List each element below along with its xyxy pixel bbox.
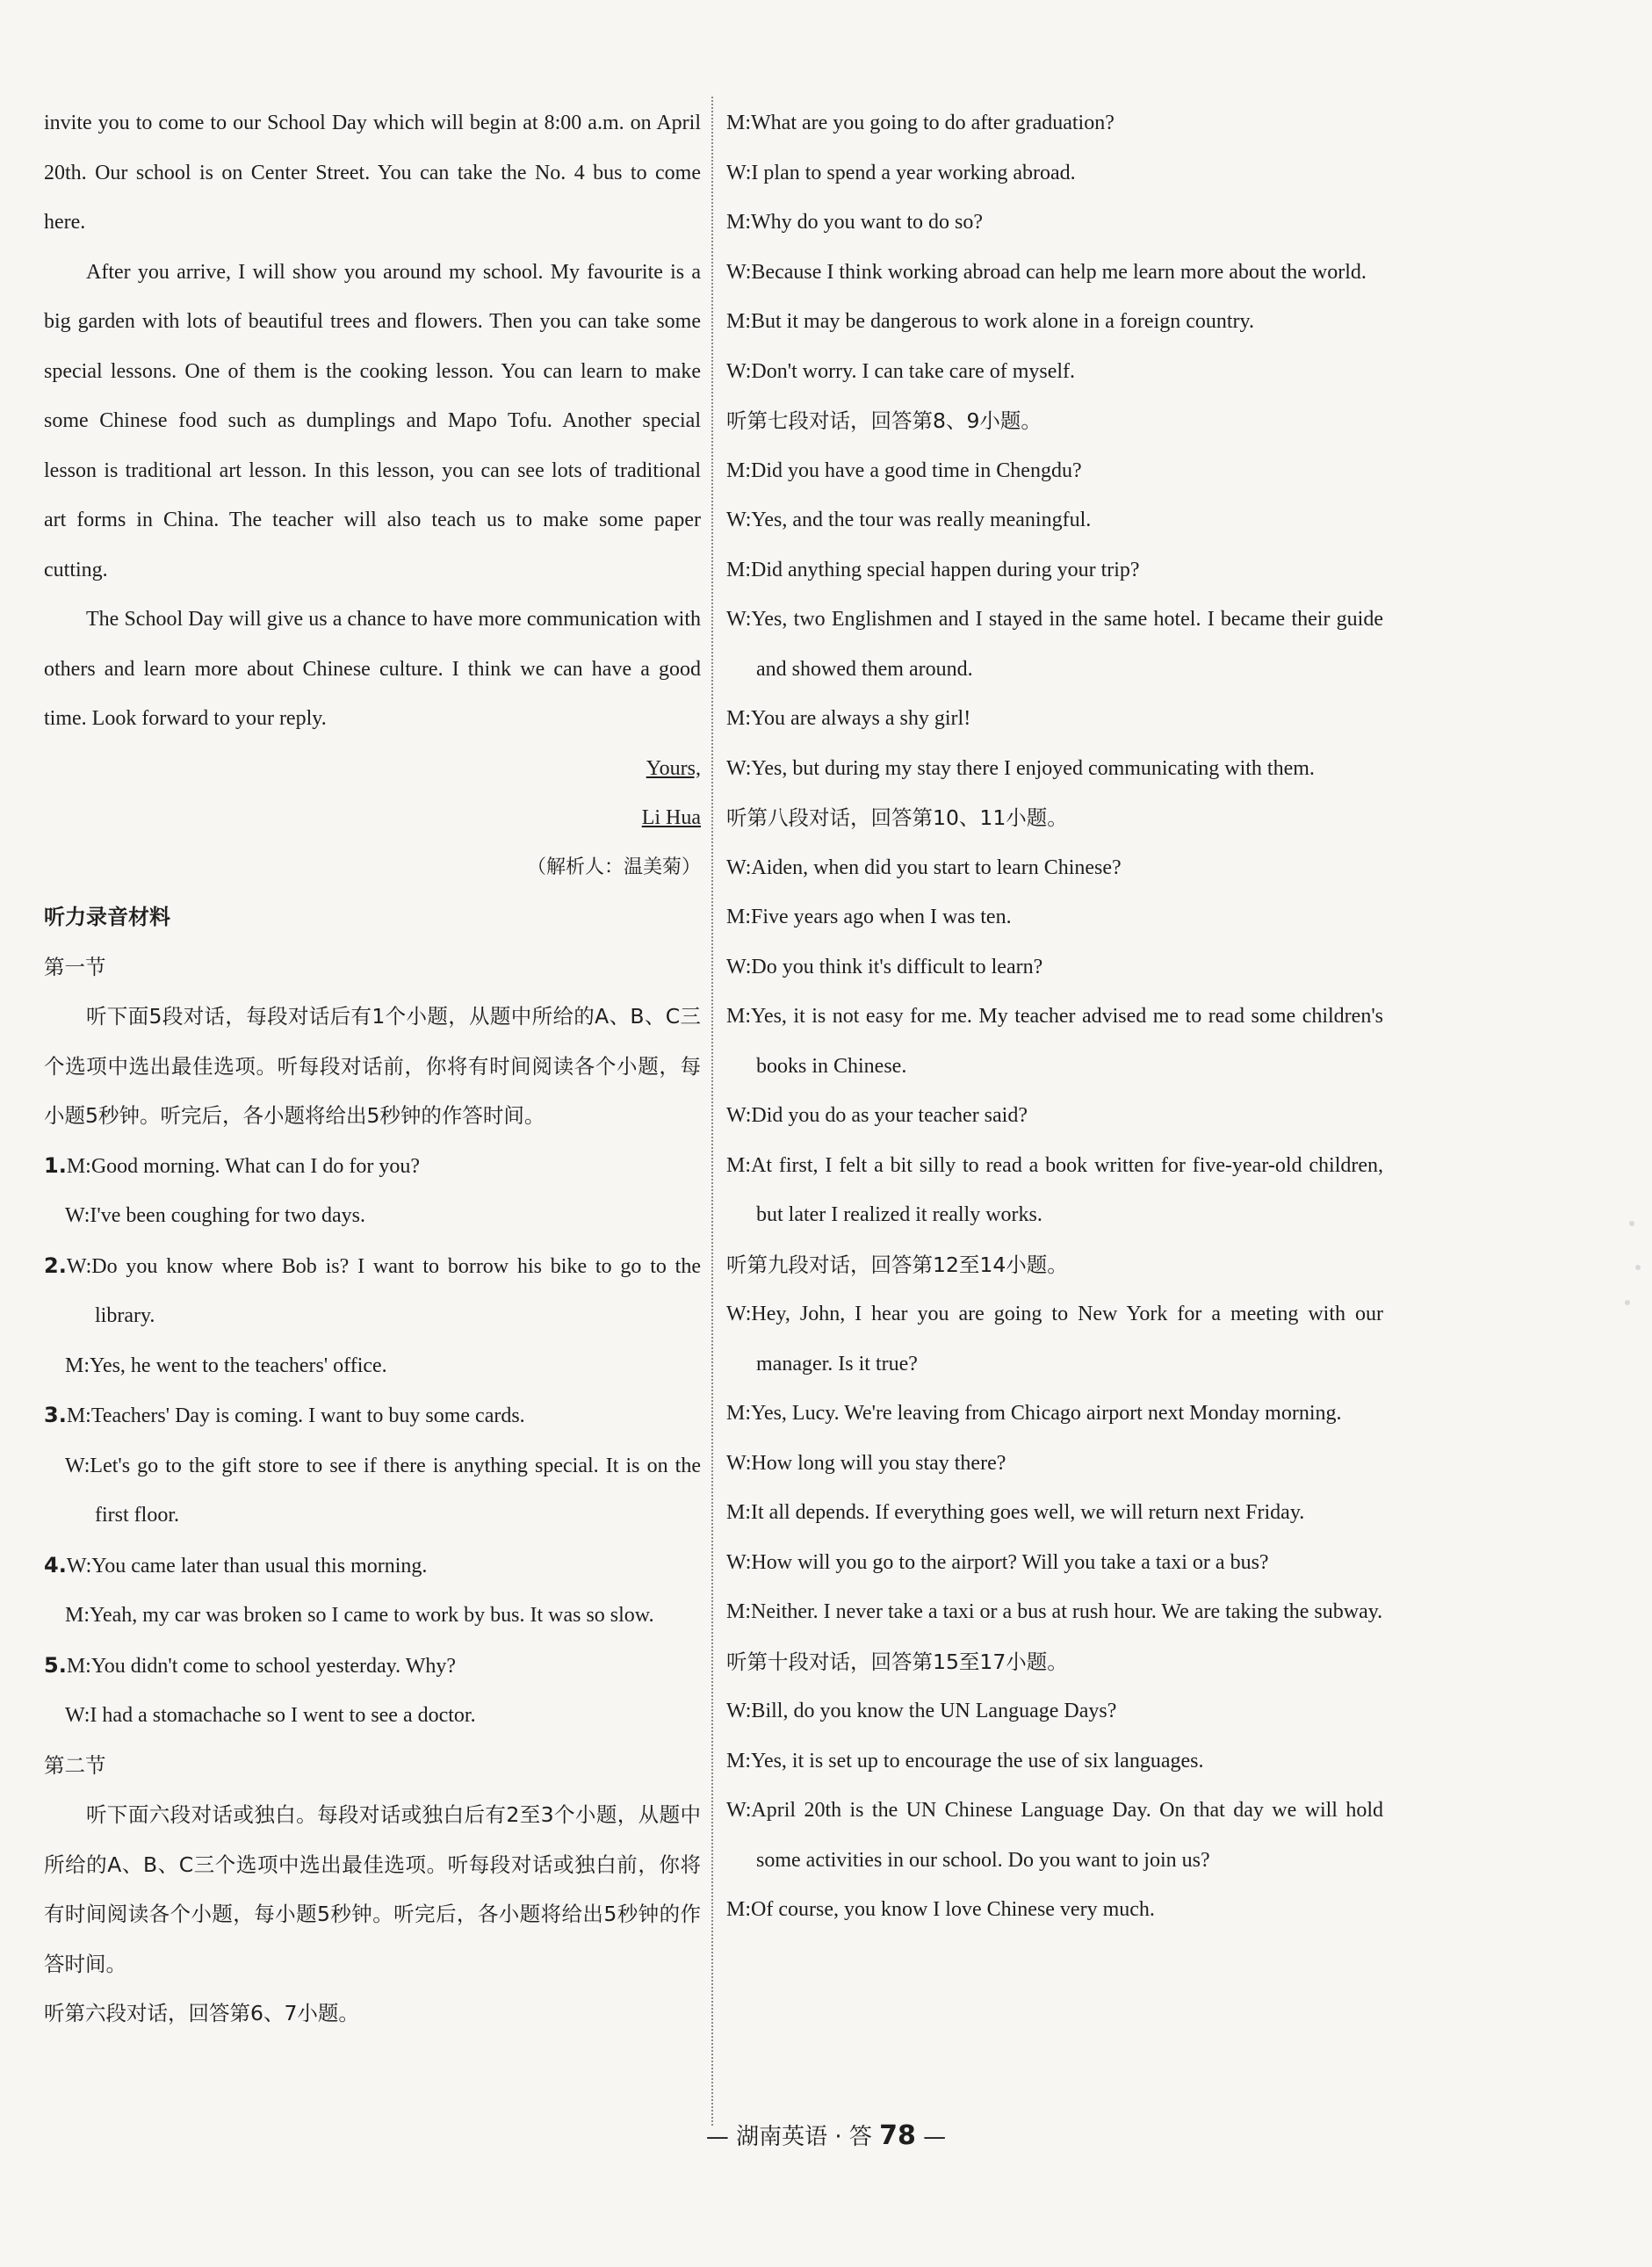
letter-closing: Yours, [646,756,701,780]
dialogue-line: M:Of course, you know I love Chinese very much. [726,1898,1155,1921]
letter-paragraph-1: invite you to come to our School Day which will begin at 8:00 a.m. on April 20th. Our school is on Center Street. You can take the No. 4 bus to come here. [44,112,701,234]
dialogue-line: W:Yes, and the tour was really meaningful. [726,509,1092,531]
letter-paragraph-2: After you arrive, I will show you around my school. My favourite is a big garden with lots of beautiful trees and flowers. Then you can take some special lessons. One of them is the cooking lesson. You can learn to make some Chinese food such as dumplings and Mapo Tofu. Another special lesson is traditional art lesson. In this lesson, you can see lots of traditional art forms in China. The teacher will also teach us to make some paper cutting. [44,260,701,581]
section1-items [44,1141,701,1741]
dialogue-line: W:Yes, two Englishmen and I stayed in the same hotel. I became their guide and showed them around. [726,608,1383,681]
dialogue-line: W:April 20th is the UN Chinese Language Day. On that day we will hold some activities in our school. Do you want to join us? [726,1799,1383,1872]
dialogue-text: W:You came later than usual this morning. [66,1554,428,1578]
analyst-note: （解析人：温美菊） [526,856,701,878]
dialogue-text: W:I had a stomachache so I went to see a doctor. [65,1704,476,1727]
left-column [44,98,701,2039]
page-number: 78 [879,2120,916,2151]
dialogue-text: M:Yeah, my car was broken so I came to work by bus. It was so slow. [65,1604,654,1627]
dialogue-line: M:Did anything special happen during your trip? [726,558,1140,581]
dialogue-text: M:You didn't come to school yesterday. Why? [66,1654,456,1678]
question-number: 5. [44,1652,67,1678]
dialogue-line: W:I plan to spend a year working abroad. [726,161,1076,184]
dialogue-line: W:Hey, John, I hear you are going to New York for a meeting with our manager. Is it true? [726,1303,1383,1375]
dialogue-line [44,1591,701,1641]
page-footer [0,2119,1652,2151]
footer-suffix: — [923,2124,947,2150]
dialogue-line: M:It all depends. If everything goes well, we will return next Friday. [726,1501,1305,1524]
question-number: 4. [44,1552,67,1578]
dialogue-line: M:At first, I felt a bit silly to read a book written for five-year-old children, but later I realized it really works. [726,1153,1383,1226]
dialogue-line: M:Neither. I never take a taxi or a bus at rush hour. We are taking the subway. [726,1600,1383,1623]
dialogue-line [44,1390,701,1441]
dialogue-line [44,1341,701,1391]
dialogue-line: M:You are always a shy girl! [726,707,971,730]
dialogue-line: W:Aiden, when did you start to learn Chinese? [726,856,1122,879]
dialogue-line: W:Don't worry. I can take care of myself. [726,359,1076,383]
dialogue-line [44,1541,701,1592]
dialogue-line: W:How long will you stay there? [726,1451,1006,1475]
dialogue-line: M:Yes, it is not easy for me. My teacher advised me to read some children's books in Chinese. [726,1005,1383,1078]
dialogue-line: M:Did you have a good time in Chengdu? [726,458,1082,482]
dialogue-line [44,1441,701,1541]
section2-heading: 第二节 [44,1752,106,1778]
letter-paragraph-3: The School Day will give us a chance to have more communication with others and learn more about Chinese culture. I think we can have a good time. Look forward to your reply. [44,608,701,730]
dialogue-line: W:Because I think working abroad can help me learn more about the world. [726,260,1367,284]
question-number: 3. [44,1403,67,1427]
section1-heading: 第一节 [44,954,106,979]
dialogue-line: W:Did you do as your teacher said? [726,1104,1028,1127]
dialogue-text: M:Teachers' Day is coming. I want to buy some cards. [66,1404,525,1427]
scan-mark [1635,1265,1641,1270]
dialogue-heading: 听第十段对话，回答第15至17小题。 [726,1649,1068,1674]
dialogue-line: W:Bill, do you know the UN Language Days? [726,1700,1117,1722]
dialogue-heading: 听第八段对话，回答第10、11小题。 [726,805,1068,830]
dialogue-line [44,1641,701,1692]
column-divider [711,97,713,2126]
dialogue-line [44,1191,701,1241]
right-column [726,98,1383,1935]
dialogue-line: M:What are you going to do after graduation? [726,112,1115,134]
dialogue-line: M:Yes, Lucy. We're leaving from Chicago airport next Monday morning. [726,1402,1342,1425]
dialogue6-heading: 听第六段对话，回答第6、7小题。 [44,2001,359,2025]
dialogue-text: M:Yes, he went to the teachers' office. [65,1354,387,1377]
dialogue-line: M:But it may be dangerous to work alone in a foreign country. [726,310,1254,333]
dialogue-line [44,1691,701,1741]
dialogue-line: W:Do you think it's difficult to learn? [726,955,1043,978]
letter-signature: Li Hua [641,806,701,829]
question-number: 1. [44,1152,67,1178]
dialogue-line: M:Yes, it is set up to encourage the use of six languages. [726,1749,1204,1772]
section2-instructions: 听下面六段对话或独白。每段对话或独白后有2至3个小题，从题中所给的A、B、C三个选项中选出最佳选项。听每段对话或独白前，你将有时间阅读各个小题，每小题5秒钟。听完后，各小题将给出5秒钟的作答时间。 [44,1802,701,1976]
dialogue-text: M:Good morning. What can I do for you? [66,1154,420,1178]
footer-prefix: — 湖南英语 · 答 [705,2124,872,2150]
dialogue-line [44,1241,701,1341]
listening-title: 听力录音材料 [44,905,170,929]
dialogue-heading: 听第七段对话，回答第8、9小题。 [726,408,1042,433]
dialogue-heading: 听第九段对话，回答第12至14小题。 [726,1252,1068,1277]
scan-mark [1629,1221,1634,1226]
dialogue-line: M:Five years ago when I was ten. [726,906,1012,928]
dialogue-text: W:Do you know where Bob is? I want to borrow his bike to go to the library. [66,1254,701,1327]
question-number: 2. [44,1253,67,1278]
section1-instructions: 听下面5段对话，每段对话后有1个小题，从题中所给的A、B、C三个选项中选出最佳选项。听每段对话前，你将有时间阅读各个小题，每小题5秒钟。听完后，各小题将给出5秒钟的作答时间。 [44,1004,701,1128]
dialogue-line: M:Why do you want to do so? [726,211,983,234]
dialogue-text: W:I've been coughing for two days. [65,1204,365,1227]
dialogue-line: W:How will you go to the airport? Will you take a taxi or a bus? [726,1550,1269,1574]
dialogue-text: W:Let's go to the gift store to see if there is anything special. It is on the first floor. [65,1454,701,1527]
dialogue-line: W:Yes, but during my stay there I enjoyed communicating with them. [726,756,1315,780]
scan-mark [1625,1300,1630,1305]
dialogue-line [44,1141,701,1192]
